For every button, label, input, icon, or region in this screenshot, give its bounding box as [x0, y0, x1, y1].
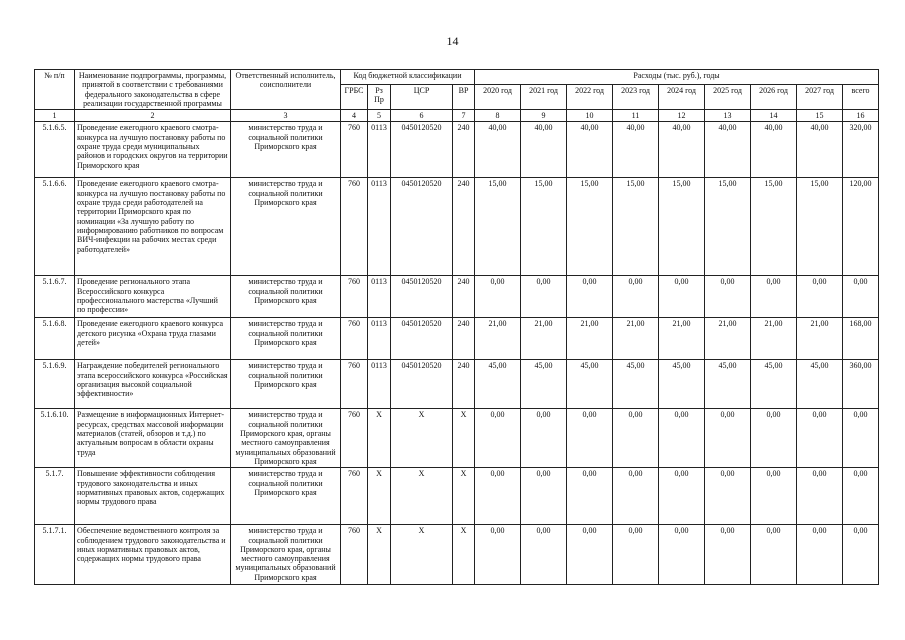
column-number: 10 — [567, 110, 613, 122]
row-name: Проведение регионального этапа Всероссийского конкурса профессионального мастерства «Лучший по профессии» — [75, 276, 231, 318]
row-year-value: 0,00 — [659, 525, 705, 585]
row-total: 0,00 — [843, 525, 879, 585]
header-grbs: ГРБС — [341, 84, 368, 110]
row-number: 5.1.6.6. — [35, 178, 75, 276]
row-vr: 240 — [453, 360, 475, 409]
row-year-value: 15,00 — [521, 178, 567, 276]
row-year-value: 0,00 — [659, 409, 705, 468]
row-year-value: 0,00 — [567, 468, 613, 525]
column-number: 1 — [35, 110, 75, 122]
column-number: 2 — [75, 110, 231, 122]
header-year: 2020 год — [475, 84, 521, 110]
row-rzpr: Х — [368, 468, 391, 525]
row-name: Награждение победителей регионального этапа всероссийского конкурса «Российская организация высокой социальной эффективности» — [75, 360, 231, 409]
row-year-value: 0,00 — [475, 525, 521, 585]
row-year-value: 45,00 — [797, 360, 843, 409]
row-year-value: 45,00 — [613, 360, 659, 409]
row-number: 5.1.7. — [35, 468, 75, 525]
table-body — [35, 122, 879, 585]
table-row — [35, 525, 879, 585]
row-csr: 0450120520 — [391, 178, 453, 276]
row-number: 5.1.6.10. — [35, 409, 75, 468]
row-grbs: 760 — [341, 178, 368, 276]
header-year: 2023 год — [613, 84, 659, 110]
row-total: 0,00 — [843, 468, 879, 525]
column-number: 9 — [521, 110, 567, 122]
row-grbs: 760 — [341, 468, 368, 525]
row-grbs: 760 — [341, 122, 368, 178]
row-year-value: 45,00 — [659, 360, 705, 409]
row-year-value: 15,00 — [475, 178, 521, 276]
header-rzpr: Рз Пр — [368, 84, 391, 110]
row-year-value: 0,00 — [797, 525, 843, 585]
table-row — [35, 122, 879, 178]
row-year-value: 15,00 — [751, 178, 797, 276]
row-year-value: 0,00 — [751, 276, 797, 318]
row-name: Проведение ежегодного краевого смотра-конкурса на лучшую постановку работы по охране труда среди работодателей на территории Приморского края по номинации «За лучшую работу по информированию работников по вопросам ВИЧ-инфекции на рабочих местах среди работодателей» — [75, 178, 231, 276]
row-csr: Х — [391, 409, 453, 468]
row-executor: министерство труда и социальной политики Приморского края — [231, 360, 341, 409]
row-rzpr: 0113 — [368, 360, 391, 409]
row-year-value: 0,00 — [659, 468, 705, 525]
row-year-value: 0,00 — [567, 525, 613, 585]
row-executor: министерство труда и социальной политики Приморского края — [231, 122, 341, 178]
column-numbers-row — [35, 110, 879, 122]
row-year-value: 0,00 — [705, 276, 751, 318]
row-rzpr: 0113 — [368, 122, 391, 178]
row-csr: Х — [391, 468, 453, 525]
table-row — [35, 409, 879, 468]
row-year-value: 0,00 — [567, 409, 613, 468]
row-year-value: 40,00 — [475, 122, 521, 178]
row-rzpr: Х — [368, 409, 391, 468]
row-executor: министерство труда и социальной политики Приморского края — [231, 178, 341, 276]
row-year-value: 40,00 — [567, 122, 613, 178]
column-number: 16 — [843, 110, 879, 122]
header-executor: Ответственный исполнитель, соисполнители — [231, 70, 341, 110]
header-year: 2021 год — [521, 84, 567, 110]
row-grbs: 760 — [341, 409, 368, 468]
row-year-value: 0,00 — [475, 276, 521, 318]
column-number: 13 — [705, 110, 751, 122]
row-year-value: 0,00 — [705, 468, 751, 525]
header-year: 2022 год — [567, 84, 613, 110]
row-year-value: 15,00 — [659, 178, 705, 276]
row-rzpr: 0113 — [368, 178, 391, 276]
row-year-value: 0,00 — [521, 276, 567, 318]
row-year-value: 0,00 — [613, 525, 659, 585]
row-year-value: 45,00 — [475, 360, 521, 409]
row-year-value: 15,00 — [613, 178, 659, 276]
row-year-value: 0,00 — [613, 409, 659, 468]
row-executor: министерство труда и социальной политики Приморского края — [231, 276, 341, 318]
row-year-value: 0,00 — [475, 409, 521, 468]
column-number: 12 — [659, 110, 705, 122]
row-vr: 240 — [453, 122, 475, 178]
row-executor: министерство труда и социальной политики Приморского края — [231, 468, 341, 525]
row-year-value: 0,00 — [521, 409, 567, 468]
header-budget-code: Код бюджетной классификации — [341, 70, 475, 85]
row-number: 5.1.7.1. — [35, 525, 75, 585]
row-csr: 0450120520 — [391, 318, 453, 360]
row-year-value: 21,00 — [475, 318, 521, 360]
row-vr: Х — [453, 409, 475, 468]
row-year-value: 40,00 — [751, 122, 797, 178]
column-number: 7 — [453, 110, 475, 122]
row-csr: Х — [391, 525, 453, 585]
column-number: 3 — [231, 110, 341, 122]
row-grbs: 760 — [341, 318, 368, 360]
row-name: Проведение ежегодного краевого конкурса детского рисунка «Охрана труда глазами детей» — [75, 318, 231, 360]
row-year-value: 0,00 — [751, 409, 797, 468]
row-total: 360,00 — [843, 360, 879, 409]
row-year-value: 21,00 — [751, 318, 797, 360]
table-row — [35, 318, 879, 360]
row-year-value: 0,00 — [705, 409, 751, 468]
row-year-value: 0,00 — [613, 276, 659, 318]
row-total: 320,00 — [843, 122, 879, 178]
row-year-value: 0,00 — [659, 276, 705, 318]
row-year-value: 0,00 — [797, 468, 843, 525]
row-year-value: 0,00 — [797, 276, 843, 318]
row-name: Размещение в информационных Интернет-ресурсах, средствах массовой информации материалов (статей, обзоров и т.д.) по актуальным вопросам в области охраны труда — [75, 409, 231, 468]
row-year-value: 15,00 — [567, 178, 613, 276]
row-year-value: 45,00 — [751, 360, 797, 409]
row-year-value: 21,00 — [659, 318, 705, 360]
row-grbs: 760 — [341, 525, 368, 585]
row-grbs: 760 — [341, 276, 368, 318]
row-year-value: 0,00 — [567, 276, 613, 318]
row-csr: 0450120520 — [391, 360, 453, 409]
row-year-value: 21,00 — [705, 318, 751, 360]
row-csr: 0450120520 — [391, 122, 453, 178]
row-name: Обеспечение ведомственного контроля за соблюдением трудового законодательства и иных нормативных правовых актов, содержащих нормы трудового права — [75, 525, 231, 585]
row-executor: министерство труда и социальной политики Приморского края — [231, 318, 341, 360]
budget-table — [34, 69, 879, 585]
row-year-value: 0,00 — [521, 525, 567, 585]
column-number: 6 — [391, 110, 453, 122]
page-number: 14 — [446, 34, 459, 48]
row-year-value: 0,00 — [705, 525, 751, 585]
row-total: 120,00 — [843, 178, 879, 276]
row-year-value: 21,00 — [521, 318, 567, 360]
row-year-value: 15,00 — [797, 178, 843, 276]
header-row-top — [35, 70, 879, 85]
column-number: 5 — [368, 110, 391, 122]
row-year-value: 40,00 — [705, 122, 751, 178]
row-year-value: 40,00 — [521, 122, 567, 178]
header-num: № п/п — [35, 70, 75, 110]
row-year-value: 21,00 — [797, 318, 843, 360]
row-year-value: 0,00 — [751, 525, 797, 585]
row-vr: 240 — [453, 178, 475, 276]
row-vr: Х — [453, 468, 475, 525]
row-grbs: 760 — [341, 360, 368, 409]
table-row — [35, 360, 879, 409]
row-year-value: 0,00 — [797, 409, 843, 468]
row-year-value: 0,00 — [613, 468, 659, 525]
row-rzpr: 0113 — [368, 276, 391, 318]
row-total: 0,00 — [843, 409, 879, 468]
table-row — [35, 178, 879, 276]
row-name: Повышение эффективности соблюдения трудового законодательства и иных нормативных правовых актов, содержащих нормы трудового права — [75, 468, 231, 525]
row-name: Проведение ежегодного краевого смотра-конкурса на лучшую постановку работы по охране труда среди муниципальных районов и городских округов на территории Приморского края — [75, 122, 231, 178]
row-number: 5.1.6.5. — [35, 122, 75, 178]
column-number: 8 — [475, 110, 521, 122]
row-rzpr: Х — [368, 525, 391, 585]
header-year: 2026 год — [751, 84, 797, 110]
row-vr: 240 — [453, 276, 475, 318]
row-year-value: 45,00 — [521, 360, 567, 409]
column-number: 4 — [341, 110, 368, 122]
row-number: 5.1.6.8. — [35, 318, 75, 360]
row-total: 168,00 — [843, 318, 879, 360]
row-year-value: 0,00 — [521, 468, 567, 525]
header-name: Наименование подпрограммы, программы, принятой в соответствии с требованиями федерального законодательства в сфере реализации государственной программы — [75, 70, 231, 110]
row-year-value: 21,00 — [613, 318, 659, 360]
row-number: 5.1.6.7. — [35, 276, 75, 318]
table-row — [35, 276, 879, 318]
header-total: всего — [843, 84, 879, 110]
header-year: 2027 год — [797, 84, 843, 110]
header-year: 2025 год — [705, 84, 751, 110]
header-csr: ЦСР — [391, 84, 453, 110]
column-number: 11 — [613, 110, 659, 122]
row-year-value: 45,00 — [705, 360, 751, 409]
header-vr: ВР — [453, 84, 475, 110]
row-total: 0,00 — [843, 276, 879, 318]
column-number: 14 — [751, 110, 797, 122]
row-year-value: 40,00 — [659, 122, 705, 178]
header-expenses: Расходы (тыс. руб.), годы — [475, 70, 879, 85]
row-year-value: 45,00 — [567, 360, 613, 409]
table-row — [35, 468, 879, 525]
row-year-value: 21,00 — [567, 318, 613, 360]
row-csr: 0450120520 — [391, 276, 453, 318]
row-vr: 240 — [453, 318, 475, 360]
row-year-value: 0,00 — [475, 468, 521, 525]
row-year-value: 0,00 — [751, 468, 797, 525]
column-number: 15 — [797, 110, 843, 122]
row-number: 5.1.6.9. — [35, 360, 75, 409]
row-year-value: 40,00 — [797, 122, 843, 178]
row-vr: Х — [453, 525, 475, 585]
header-year: 2024 год — [659, 84, 705, 110]
row-rzpr: 0113 — [368, 318, 391, 360]
row-year-value: 40,00 — [613, 122, 659, 178]
row-executor: министерство труда и социальной политики Приморского края, органы местного самоуправления муниципальных образований Приморского края — [231, 409, 341, 468]
row-year-value: 15,00 — [705, 178, 751, 276]
row-executor: министерство труда и социальной политики Приморского края, органы местного самоуправления муниципальных образований Приморского края — [231, 525, 341, 585]
